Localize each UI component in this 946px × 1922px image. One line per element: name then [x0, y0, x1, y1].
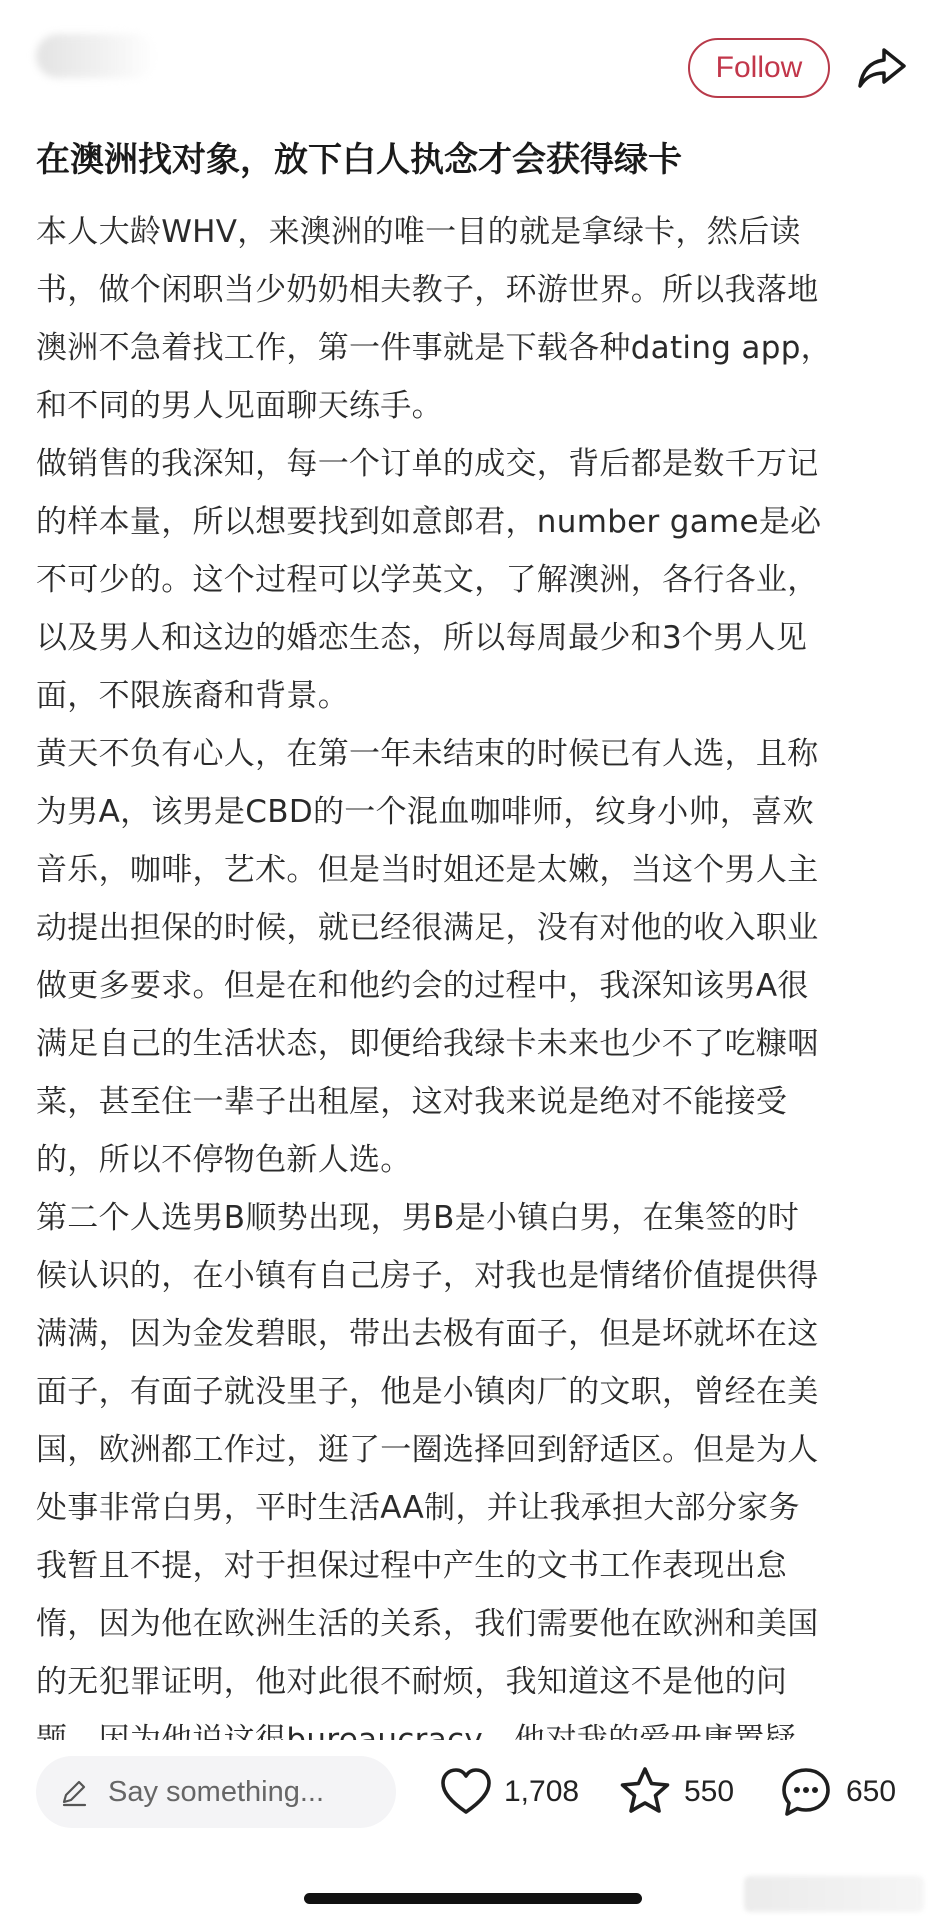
body-line: 面子，有面子就没里子，他是小镇肉厂的文职，曾经在美	[36, 1374, 819, 1410]
body-line: 书，做个闲职当少奶奶相夫教子，环游世界。所以我落地	[36, 272, 819, 308]
follow-button[interactable]: Follow	[688, 38, 830, 98]
comment-input[interactable]	[36, 1756, 396, 1828]
bottom-action-bar	[0, 1740, 946, 1850]
pen-icon	[58, 1776, 90, 1808]
blurred-author-avatar[interactable]	[36, 34, 156, 78]
share-icon[interactable]	[854, 40, 910, 96]
body-line: 我暂且不提，对于担保过程中产生的文书工作表现出怠	[36, 1548, 788, 1584]
favorite-button[interactable]	[616, 1762, 746, 1822]
body-line: 做更多要求。但是在和他约会的过程中，我深知该男A很	[36, 968, 809, 1004]
body-line: 本人大龄WHV，来澳洲的唯一目的就是拿绿卡，然后读	[36, 214, 801, 250]
body-line: 候认识的，在小镇有自己房子，对我也是情绪价值提供得	[36, 1258, 819, 1294]
body-line: 惰，因为他在欧洲生活的关系，我们需要他在欧洲和美国	[36, 1606, 819, 1642]
body-line: 的，所以不停物色新人选。	[36, 1142, 412, 1178]
top-bar	[0, 0, 946, 130]
body-line: 国，欧洲都工作过，逛了一圈选择回到舒适区。但是为人	[36, 1432, 819, 1468]
comment-placeholder: Say something...	[108, 1776, 324, 1808]
body-line: 面，不限族裔和背景。	[36, 678, 349, 714]
body-line: 为男A，该男是CBD的一个混血咖啡师，纹身小帅，喜欢	[36, 794, 814, 830]
post-body	[36, 203, 916, 1725]
like-button[interactable]	[438, 1762, 588, 1822]
like-count: 1,708	[504, 1775, 580, 1808]
body-line: 满足自己的生活状态，即便给我绿卡未来也少不了吃糠咽	[36, 1026, 819, 1062]
body-line: 做销售的我深知，每一个订单的成交，背后都是数千万记	[36, 446, 819, 482]
body-line: 处事非常白男，平时生活AA制，并让我承担大部分家务	[36, 1490, 800, 1526]
body-line: 澳洲不急着找工作，第一件事就是下载各种dating app，	[36, 330, 832, 366]
body-line: 的无犯罪证明，他对此很不耐烦，我知道这不是他的问	[36, 1664, 788, 1700]
body-line: 音乐，咖啡，艺术。但是当时姐还是太嫩，当这个男人主	[36, 852, 819, 888]
body-line: 第二个人选男B顺势出现，男B是小镇白男，在集签的时	[36, 1200, 800, 1236]
comment-bubble-icon	[778, 1764, 834, 1820]
favorite-count: 550	[684, 1775, 735, 1808]
post-title: 在澳洲找对象，放下白人执念才会获得绿卡	[36, 140, 682, 180]
body-line: 动提出担保的时候，就已经很满足，没有对他的收入职业	[36, 910, 819, 946]
body-line: 和不同的男人见面聊天练手。	[36, 388, 443, 424]
blurred-watermark	[744, 1876, 924, 1912]
body-line: 的样本量，所以想要找到如意郎君，number game是必	[36, 504, 822, 540]
body-line: 以及男人和这边的婚恋生态，所以每周最少和3个男人见	[36, 620, 808, 656]
body-line: 菜，甚至住一辈子出租屋，这对我来说是绝对不能接受	[36, 1084, 788, 1120]
body-line: 不可少的。这个过程可以学英文，了解澳洲，各行各业，	[36, 562, 819, 598]
home-indicator[interactable]	[304, 1893, 642, 1904]
body-line: 满满，因为金发碧眼，带出去极有面子，但是坏就坏在这	[36, 1316, 819, 1352]
body-line: 黄天不负有心人，在第一年未结束的时候已有人选，且称	[36, 736, 819, 772]
comment-button[interactable]	[778, 1762, 918, 1822]
comment-count: 650	[846, 1775, 897, 1808]
heart-icon	[438, 1764, 494, 1820]
star-icon	[616, 1764, 674, 1820]
